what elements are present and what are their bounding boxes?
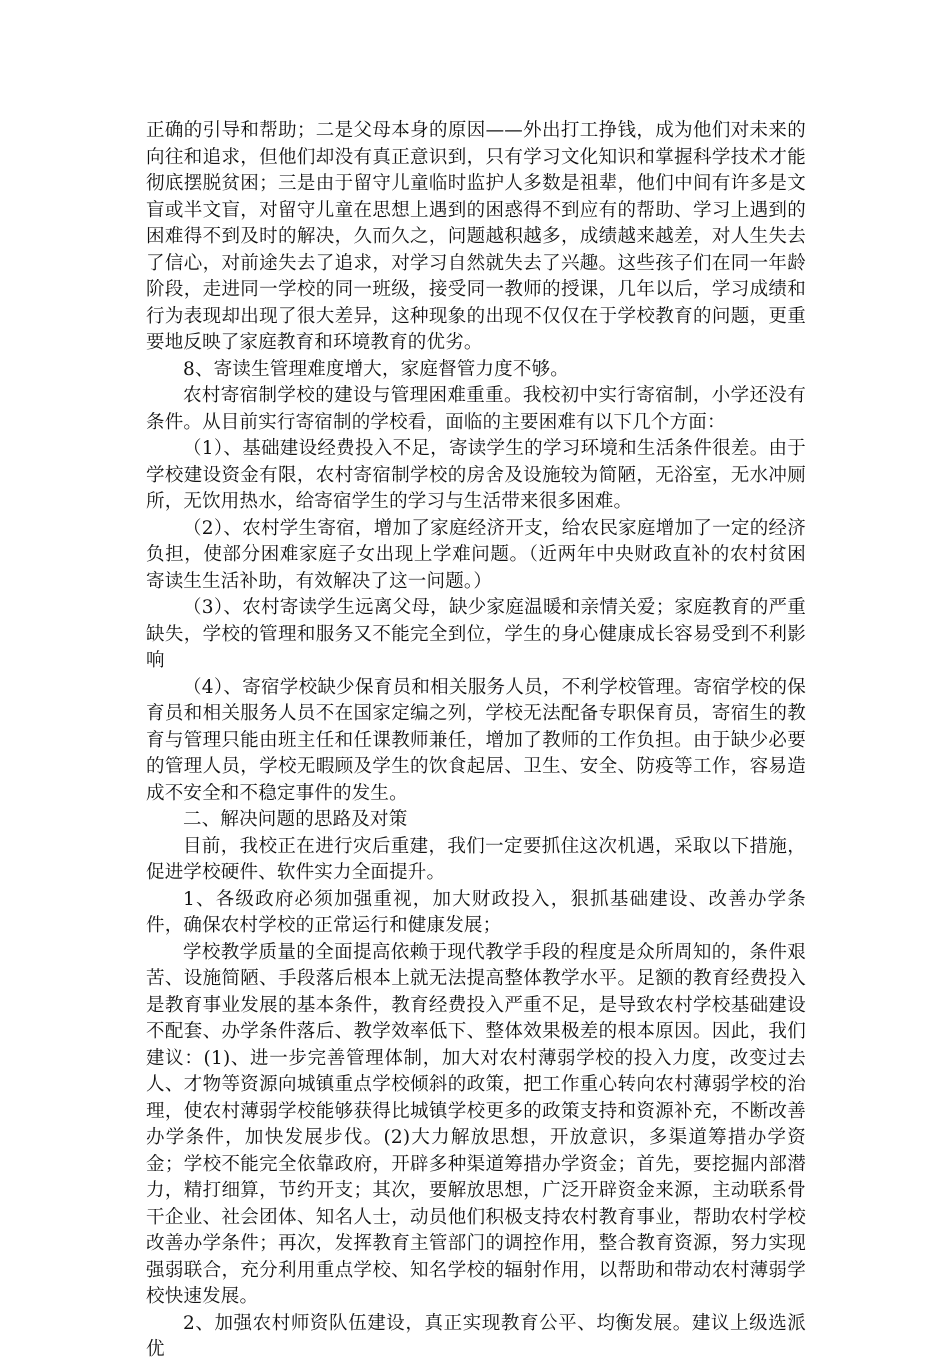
paragraph: 目前，我校正在进行灾后重建，我们一定要抓住这次机遇，采取以下措施，促进学校硬件、软件实力全面提升。 (146, 835, 806, 883)
list-item-1: （1）、基础建设经费投入不足，寄读学生的学习环境和生活条件很差。由于学校建设资金有限，农村寄宿制学校的房舍及设施较为简陋，无浴室，无水冲厕所，无饮用热水，给寄宿学生的学习与生活带来很多困难。 (146, 438, 806, 512)
section-heading-2: 二、解决问题的思路及对策 (183, 809, 408, 830)
list-item-4: （4）、寄宿学校缺少保育员和相关服务人员，不利学校管理。寄宿学校的保育员和相关服务人员不在国家定编之列，学校无法配备专职保育员，寄宿生的教育与管理只能由班主任和任课教师兼任，增加了教师的工作负担。由于缺少必要的管理人员，学校无暇顾及学生的饮食起居、卫生、安全、防疫等工作，容易造成不安全和不稳定事件的发生。 (146, 676, 806, 804)
subsection-heading-1: 1、各级政府必须加强重视，加大财政投入，狠抓基础建设、改善办学条件，确保农村学校的正常运行和健康发展； (146, 888, 806, 936)
list-item-3: （3）、农村寄读学生远离父母，缺少家庭温暖和亲情关爱；家庭教育的严重缺失，学校的管理和服务又不能完全到位，学生的身心健康成长容易受到不利影响 (146, 597, 806, 671)
list-item-2: （2）、农村学生寄宿，增加了家庭经济开支，给农民家庭增加了一定的经济负担，使部分困难家庭子女出现上学难问题。（近两年中央财政直补的农村贫困寄读生生活补助，有效解决了这一问题。） (146, 517, 806, 592)
paragraph-continuation: 正确的引导和帮助；二是父母本身的原因——外出打工挣钱，成为他们对未来的向往和追求，但他们却没有真正意识到，只有学习文化知识和掌握科学技术才能彻底摆脱贫困；三是由于留守儿童临时监护人多数是祖辈，他们中间有许多是文盲或半文盲，对留守儿童在思想上遇到的困惑得不到应有的帮助、学习上遇到的困难得不到及时的解决，久而久之，问题越积越多，成绩越来越差，对人生失去了信心，对前途失去了追求，对学习自然就失去了兴趣。这些孩子们在同一年龄阶段，走进同一学校的同一班级，接受同一教师的授课，几年以后，学习成绩和行为表现却出现了很大差异，这种现象的出现不仅仅在于学校教育的问题，更重要地反映了家庭教育和环境教育的优劣。 (146, 120, 806, 353)
paragraph: 学校教学质量的全面提高依赖于现代教学手段的程度是众所周知的，条件艰苦、设施简陋、手段落后根本上就无法提高整体教学水平。足额的教育经费投入是教育事业发展的基本条件，教育经费投入严重不足，是导致农村学校基础建设不配套、办学条件落后、教学效率低下、整体效果极差的根本原因。因此，我们建议：(1)、进一步完善管理体制，加大对农村薄弱学校的投入力度，改变过去人、才物等资源向城镇重点学校倾斜的政策，把工作重心转向农村薄弱学校的治理，使农村薄弱学校能够获得比城镇学校更多的政策支持和资源补充，不断改善办学条件，加快发展步伐。(2)大力解放思想，开放意识，多渠道筹措办学资金；学校不能完全依靠政府，开辟多种渠道筹措办学资金；首先，要挖掘内部潜力，精打细算，节约开支；其次，要解放思想，广泛开辟资金来源，主动联系骨干企业、社会团体、知名人士，动员他们积极支持农村教育事业，帮助农村学校改善办学条件；再次，发挥教育主管部门的调控作用，整合教育资源，努力实现强弱联合，充分利用重点学校、知名学校的辐射作用，以帮助和带动农村薄弱学校快速发展。 (146, 941, 806, 1307)
document-body (146, 118, 806, 1364)
paragraph: 农村寄宿制学校的建设与管理困难重重。我校初中实行寄宿制，小学还没有条件。从目前实行寄宿制的学校看，面临的主要困难有以下几个方面： (146, 385, 806, 433)
subsection-heading-2: 2、加强农村师资队伍建设，真正实现教育公平、均衡发展。建议上级选派优 (146, 1312, 806, 1360)
section-heading-8: 8、寄读生管理难度增大，家庭督管力度不够。 (183, 358, 569, 380)
